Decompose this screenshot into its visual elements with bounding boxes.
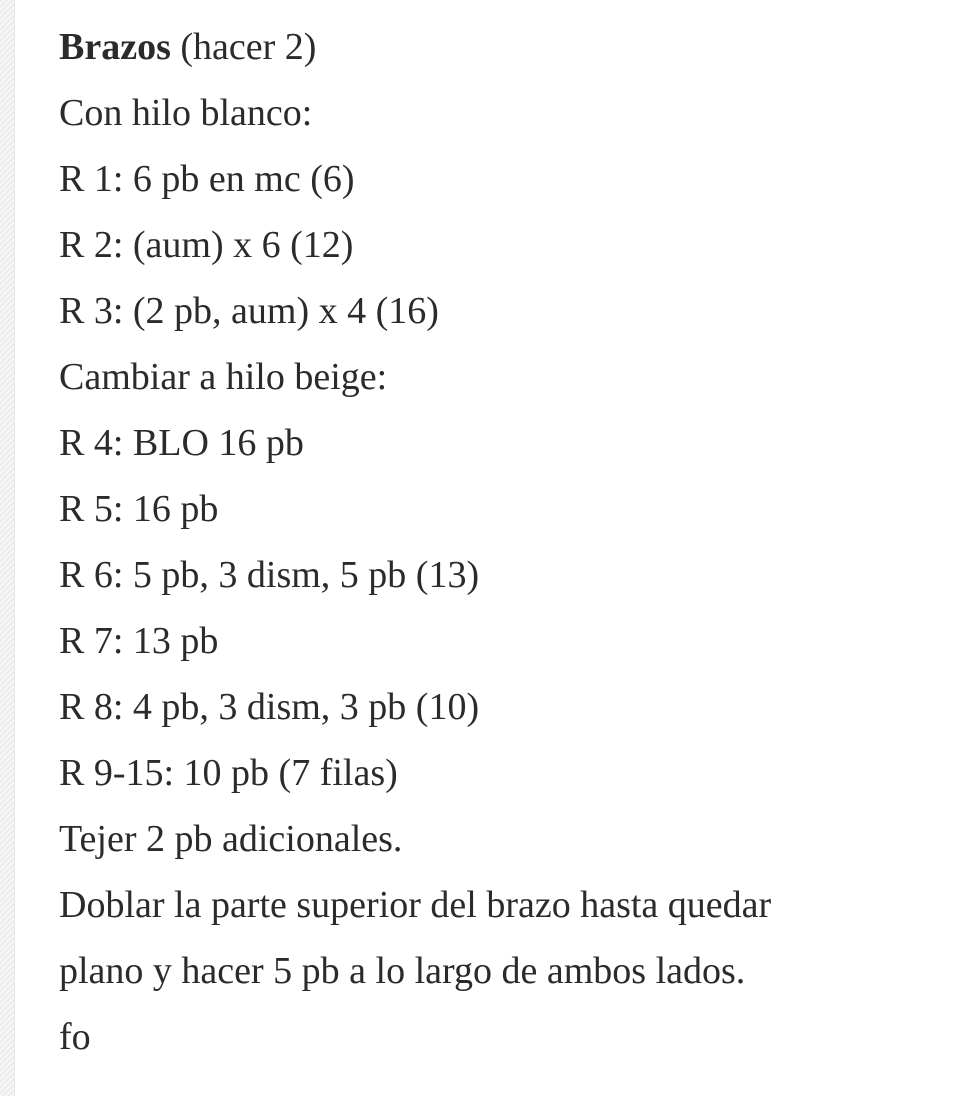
pattern-line: Con hilo blanco:: [59, 92, 313, 134]
pattern-line: plano y hacer 5 pb a lo largo de ambos lados.: [59, 950, 746, 992]
pattern-line: R 3: (2 pb, aum) x 4 (16): [59, 290, 439, 332]
section-heading: [59, 14, 959, 80]
pattern-line: R 5: 16 pb: [59, 488, 219, 530]
section-subtitle: (hacer 2): [170, 26, 317, 68]
pattern-line: Doblar la parte superior del brazo hasta quedar: [59, 884, 772, 926]
pattern-line: Tejer 2 pb adicionales.: [59, 818, 403, 860]
page-edge: [0, 0, 15, 1096]
pattern-line: R 9-15: 10 pb (7 filas): [59, 752, 398, 794]
pattern-line: R 4: BLO 16 pb: [59, 422, 304, 464]
pattern-line: R 1: 6 pb en mc (6): [59, 158, 355, 200]
pattern-line: fo: [59, 1016, 91, 1058]
pattern-line: R 7: 13 pb: [59, 620, 219, 662]
pattern-line: R 8: 4 pb, 3 dism, 3 pb (10): [59, 686, 480, 728]
pattern-line: Cambiar a hilo beige:: [59, 356, 388, 398]
pattern-line: R 6: 5 pb, 3 dism, 5 pb (13): [59, 554, 480, 596]
pattern-text: [59, 14, 959, 1070]
section-title: Brazos: [59, 26, 171, 68]
pattern-line: R 2: (aum) x 6 (12): [59, 224, 354, 266]
